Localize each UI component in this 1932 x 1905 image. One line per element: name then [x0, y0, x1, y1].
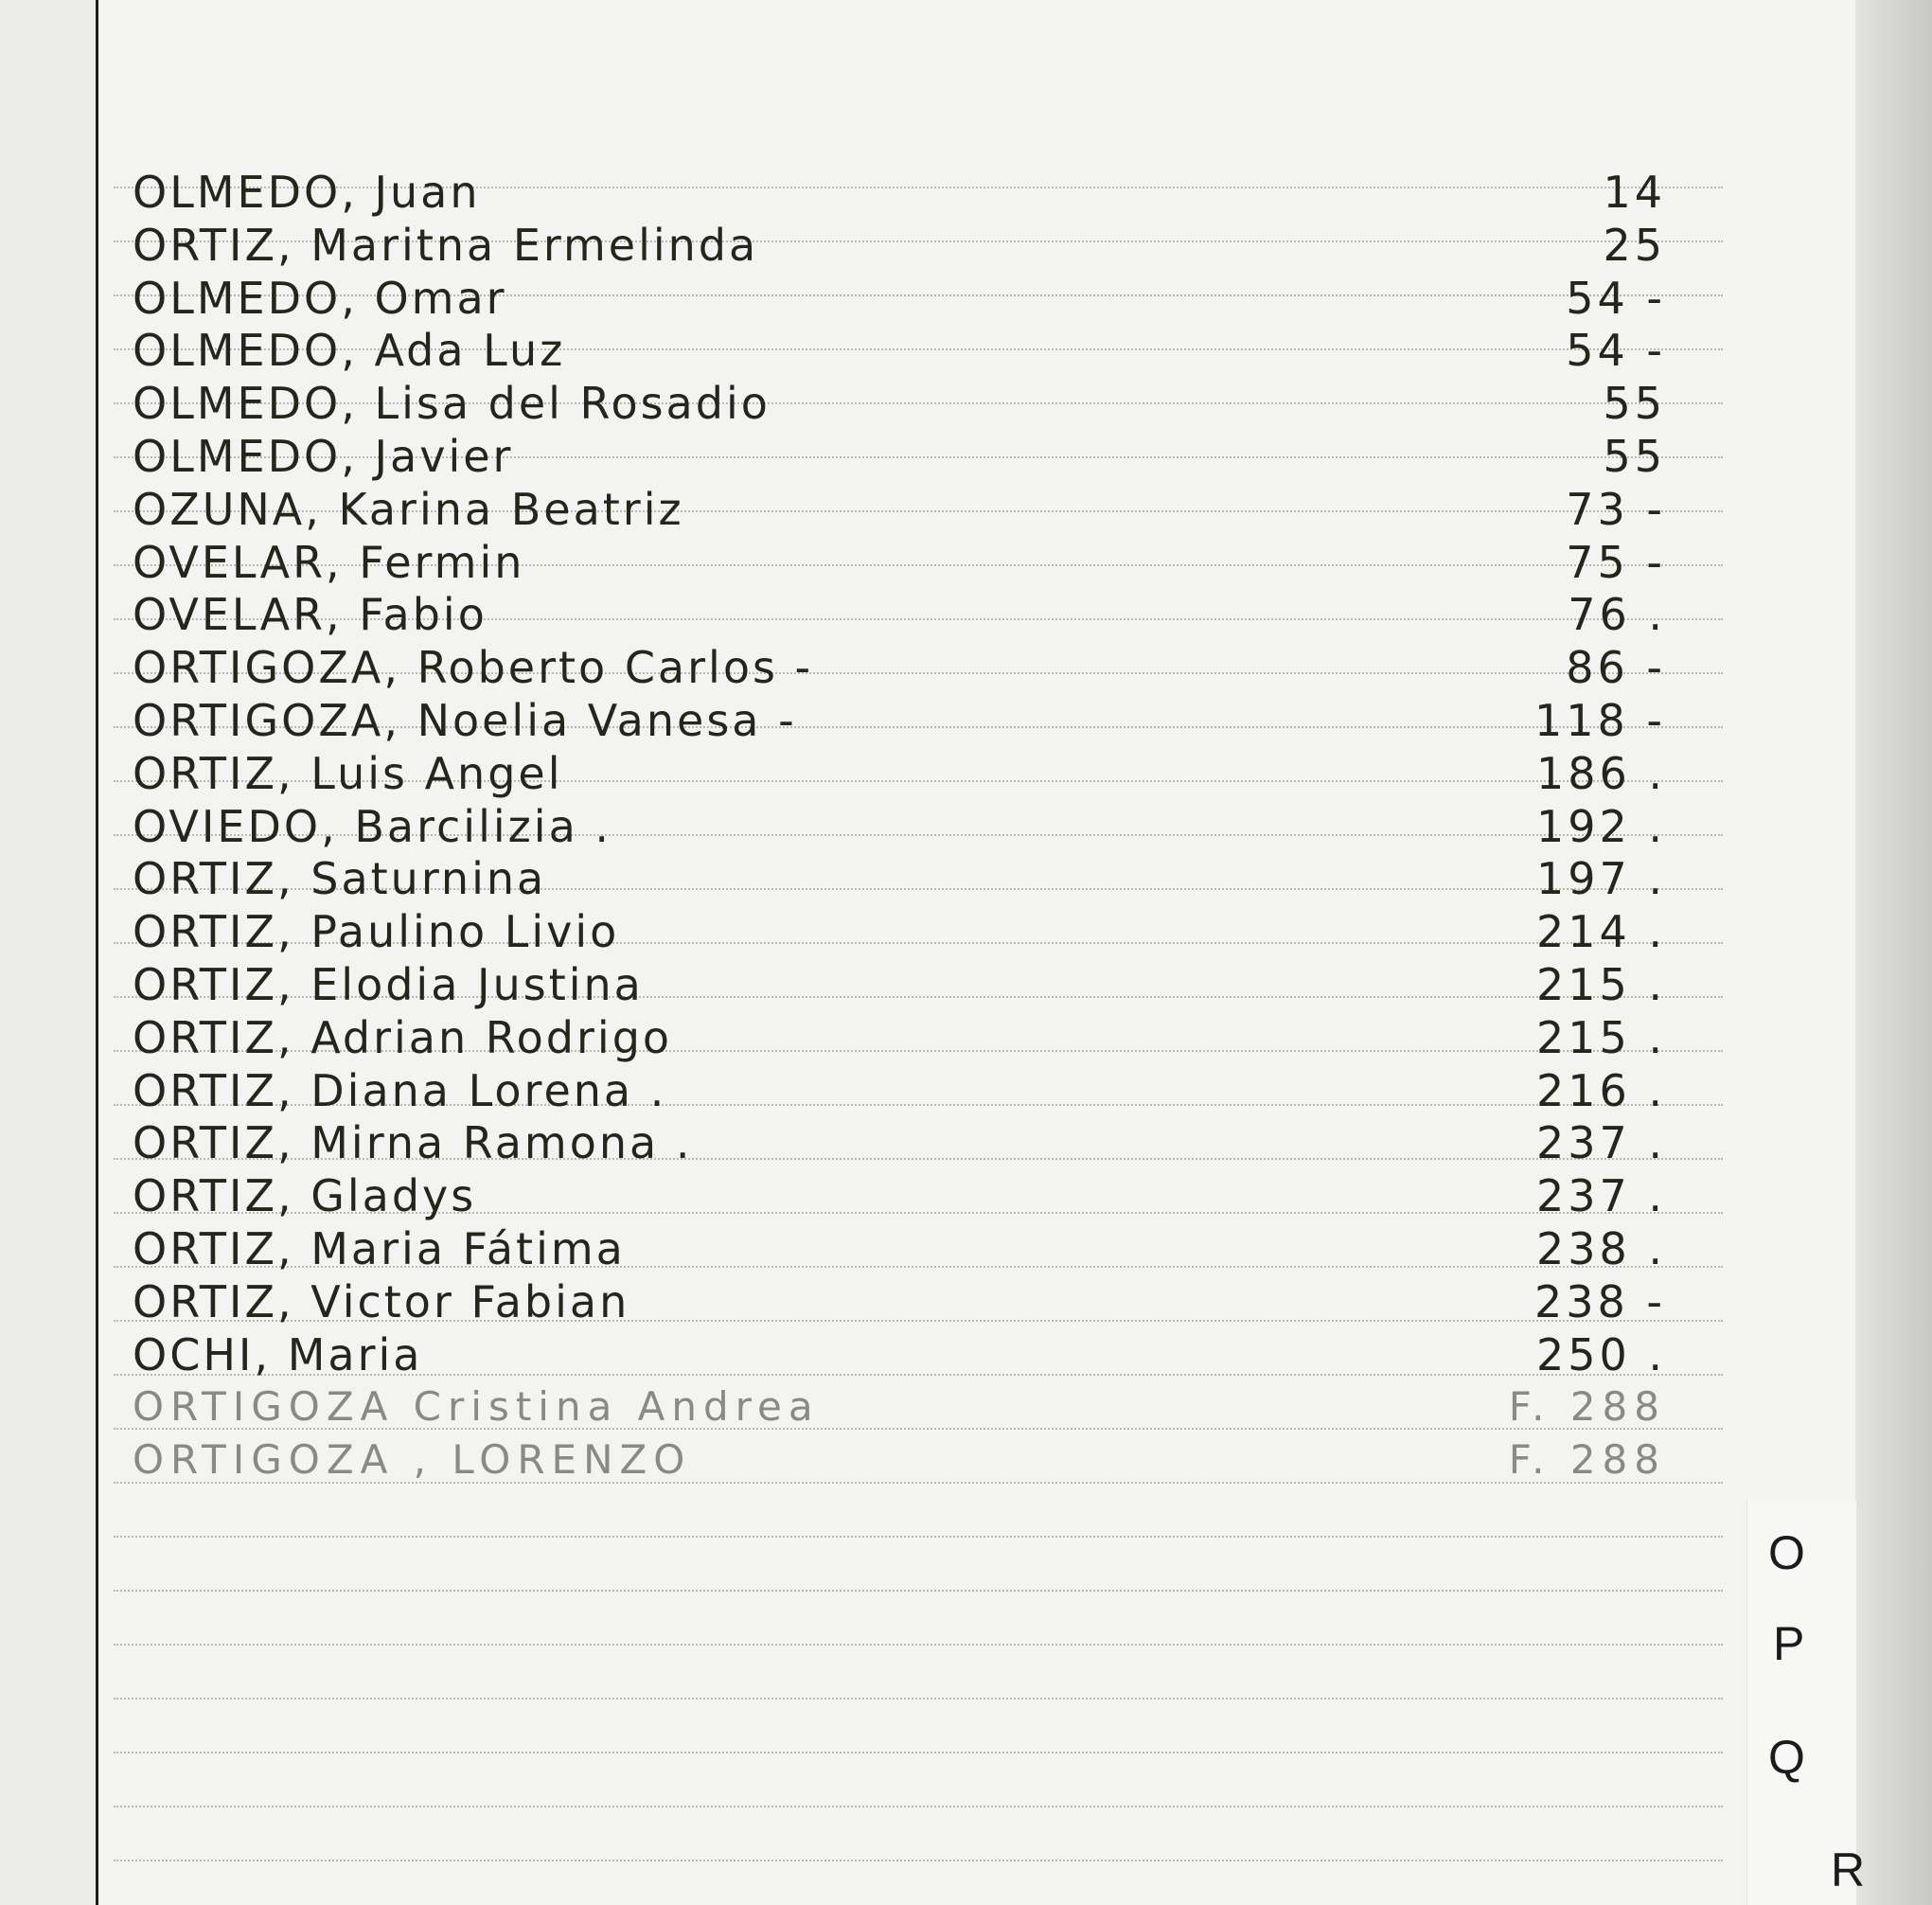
entry-page-number: 25: [1603, 220, 1666, 271]
entry-name: OLMEDO, Lisa del Rosadio: [133, 378, 771, 429]
entry-name: ORTIZ, Diana Lorena .: [133, 1065, 667, 1116]
entry-name: ORTIGOZA, Noelia Vanesa -: [133, 695, 797, 746]
entry-page-number: 215 .: [1535, 959, 1666, 1010]
entry-page-number: 250 .: [1535, 1329, 1666, 1380]
ruled-line: [114, 1644, 1723, 1646]
entry-page-number: 238 .: [1535, 1223, 1666, 1274]
entry-page-number: 73 -: [1566, 484, 1666, 535]
list-item: [0, 1383, 1799, 1431]
ruled-line: [114, 1698, 1723, 1700]
entry-page-number: 214 .: [1535, 906, 1666, 957]
list-item: [0, 1014, 1799, 1061]
entry-name: OLMEDO, Javier: [133, 431, 514, 482]
list-item: [0, 697, 1799, 744]
list-item: [0, 1067, 1799, 1114]
list-item: [0, 222, 1799, 269]
list-item: [0, 169, 1799, 216]
list-item: [0, 1278, 1799, 1326]
entry-page-number: 192 .: [1535, 801, 1666, 852]
entry-page-number: 216 .: [1535, 1065, 1666, 1116]
entry-page-number: 54 -: [1566, 325, 1666, 376]
list-item: [0, 1436, 1799, 1484]
list-item: [0, 1331, 1799, 1379]
entry-page-number: F. 288: [1508, 1383, 1666, 1430]
list-item: [0, 275, 1799, 322]
list-item: [0, 380, 1799, 427]
list-item: [0, 433, 1799, 480]
list-item: [0, 327, 1799, 374]
entry-page-number: 76 .: [1568, 589, 1666, 640]
list-item: [0, 1119, 1799, 1166]
entry-name: ORTIZ, Victor Fabian: [133, 1276, 630, 1327]
entry-name: ORTIZ, Maria Fátima: [133, 1223, 626, 1274]
entry-name: OVELAR, Fermin: [133, 537, 525, 588]
list-item: [0, 644, 1799, 691]
index-tab-p[interactable]: P: [1773, 1617, 1805, 1670]
entry-page-number: 215 .: [1535, 1012, 1666, 1063]
entry-name: OVIEDO, Barcilizia .: [133, 801, 612, 852]
entry-name: ORTIGOZA , LORENZO: [133, 1436, 692, 1483]
entry-page-number: 75 -: [1566, 537, 1666, 588]
list-item: [0, 961, 1799, 1008]
entry-name: ORTIZ, Paulino Livio: [133, 906, 620, 957]
list-item: [0, 539, 1799, 586]
entry-name: ORTIZ, Elodia Justina: [133, 959, 644, 1010]
entry-name: OCHI, Maria: [133, 1329, 423, 1380]
ruled-line: [114, 1806, 1723, 1807]
entry-page-number: 237 .: [1535, 1117, 1666, 1168]
ruled-line: [114, 1590, 1723, 1592]
index-tab-r[interactable]: R: [1831, 1843, 1866, 1896]
entry-name: OLMEDO, Juan: [133, 167, 481, 218]
entry-page-number: 55: [1603, 431, 1666, 482]
entry-page-number: 237 .: [1535, 1170, 1666, 1221]
entry-name: ORTIZ, Adrian Rodrigo: [133, 1012, 673, 1063]
entry-name: ORTIGOZA Cristina Andrea: [133, 1383, 820, 1430]
entry-page-number: 55: [1603, 378, 1666, 429]
entry-name: ORTIZ, Maritna Ermelinda: [133, 220, 759, 271]
entry-name: ORTIZ, Luis Angel: [133, 748, 563, 799]
entry-page-number: F. 288: [1508, 1436, 1666, 1483]
entry-name: OZUNA, Karina Beatriz: [133, 484, 684, 535]
entry-page-number: 118 -: [1533, 695, 1666, 746]
ruled-line: [114, 1752, 1723, 1754]
ruled-line: [114, 1536, 1723, 1538]
entry-page-number: 54 -: [1566, 273, 1666, 324]
entry-page-number: 238 -: [1533, 1276, 1666, 1327]
entry-page-number: 86 -: [1566, 642, 1666, 693]
entry-name: OLMEDO, Omar: [133, 273, 507, 324]
entry-name: ORTIZ, Mirna Ramona .: [133, 1117, 693, 1168]
ruled-line: [114, 1860, 1723, 1861]
entry-page-number: 197 .: [1535, 853, 1666, 904]
entry-name: ORTIZ, Saturnina: [133, 853, 547, 904]
list-item: [0, 908, 1799, 955]
list-item: [0, 803, 1799, 850]
list-item: [0, 750, 1799, 797]
index-tab-q[interactable]: Q: [1768, 1731, 1805, 1784]
page-right-edge: [1855, 0, 1932, 1905]
entry-page-number: 186 .: [1535, 748, 1666, 799]
list-item: [0, 1225, 1799, 1273]
entry-page-number: 14: [1603, 167, 1666, 218]
entry-name: OVELAR, Fabio: [133, 589, 487, 640]
list-item: [0, 591, 1799, 638]
entry-name: OLMEDO, Ada Luz: [133, 325, 566, 376]
entry-name: ORTIGOZA, Roberto Carlos -: [133, 642, 814, 693]
list-item: [0, 855, 1799, 902]
list-item: [0, 486, 1799, 533]
list-item: [0, 1172, 1799, 1220]
index-tab-o[interactable]: O: [1768, 1526, 1805, 1579]
entry-name: ORTIZ, Gladys: [133, 1170, 477, 1221]
